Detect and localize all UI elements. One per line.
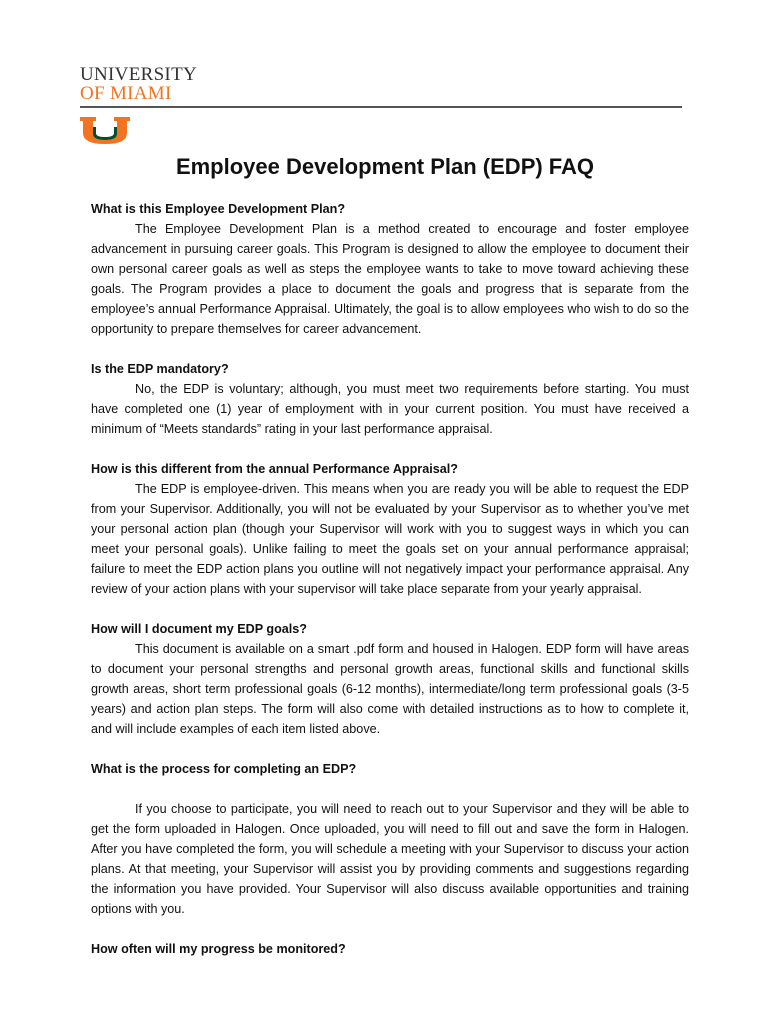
logo-line-university: UNIVERSITY [80,64,197,85]
faq-answer: If you choose to participate, you will need to reach out to your Supervisor and they will be able to get the form uploaded in Halogen. Once uploaded, you will need to fill out and save the form in Halogen. After you have completed the form, you will schedule a meeting with your Supervisor to discuss your action plans. At that meeting, your Supervisor will assist you by providing comments and suggestions regarding the information you have provided. Your Supervisor will also discuss available opportunities and training options with you. [91,802,689,916]
faq-answer: The EDP is employee-driven. This means when you are ready you will be able to request the EDP from your Supervisor. Additionally, you will not be evaluated by your Supervisor as to whether you’ve met your personal action plan (though your Supervisor will work with you to suggest ways in which you can meet your personal goals). Unlike failing to meet the goals set on your annual performance appraisal; failure to meet the EDP action plans you outline will not negatively impact your performance appraisal. Any review of your action plans with your supervisor will take place separate from your yearly appraisal. [91,482,689,596]
logo-line-of-miami: OF MIAMI [80,83,172,104]
university-logo [80,65,197,103]
faq-question: What is the process for completing an EDP? [91,762,357,776]
faq-question: How will I document my EDP goals? [91,622,307,636]
faq-question: How often will my progress be monitored? [91,942,346,956]
faq-answer: No, the EDP is voluntary; although, you must meet two requirements before starting. You must have completed one (1) year of employment with in your current position. You must have received a minimum of “Meets standards” rating in your last performance appraisal. [91,382,689,436]
faq-answer: This document is available on a smart .pdf form and housed in Halogen. EDP form will have areas to document your personal strengths and personal growth areas, functional skills and functional skills growth areas, short term professional goals (6-12 months), intermediate/long term professional goals (3-5 years) and action plan steps. The form will also come with detailed instructions as to how to complete it, and will include examples of each item listed above. [91,642,689,736]
page-title: Employee Development Plan (EDP) FAQ [175,154,595,179]
header-rule [80,106,682,108]
faq-question: What is this Employee Development Plan? [91,202,346,216]
u-logo-icon [80,117,130,144]
faq-answer: The Employee Development Plan is a method created to encourage and foster employee advancement in pursuing career goals. This Program is designed to allow the employee to document their own personal career goals as well as steps the employee wants to take to move toward achieving these goals. The Program provides a place to document the goals and progress that is separate from the employee’s annual Performance Appraisal. Ultimately, the goal is to allow employees who wish to do so the opportunity to prepare themselves for career advancement. [91,222,689,336]
faq-question: How is this different from the annual Performance Appraisal? [91,462,458,476]
faq-question: Is the EDP mandatory? [91,362,229,376]
faq-content [91,199,689,959]
